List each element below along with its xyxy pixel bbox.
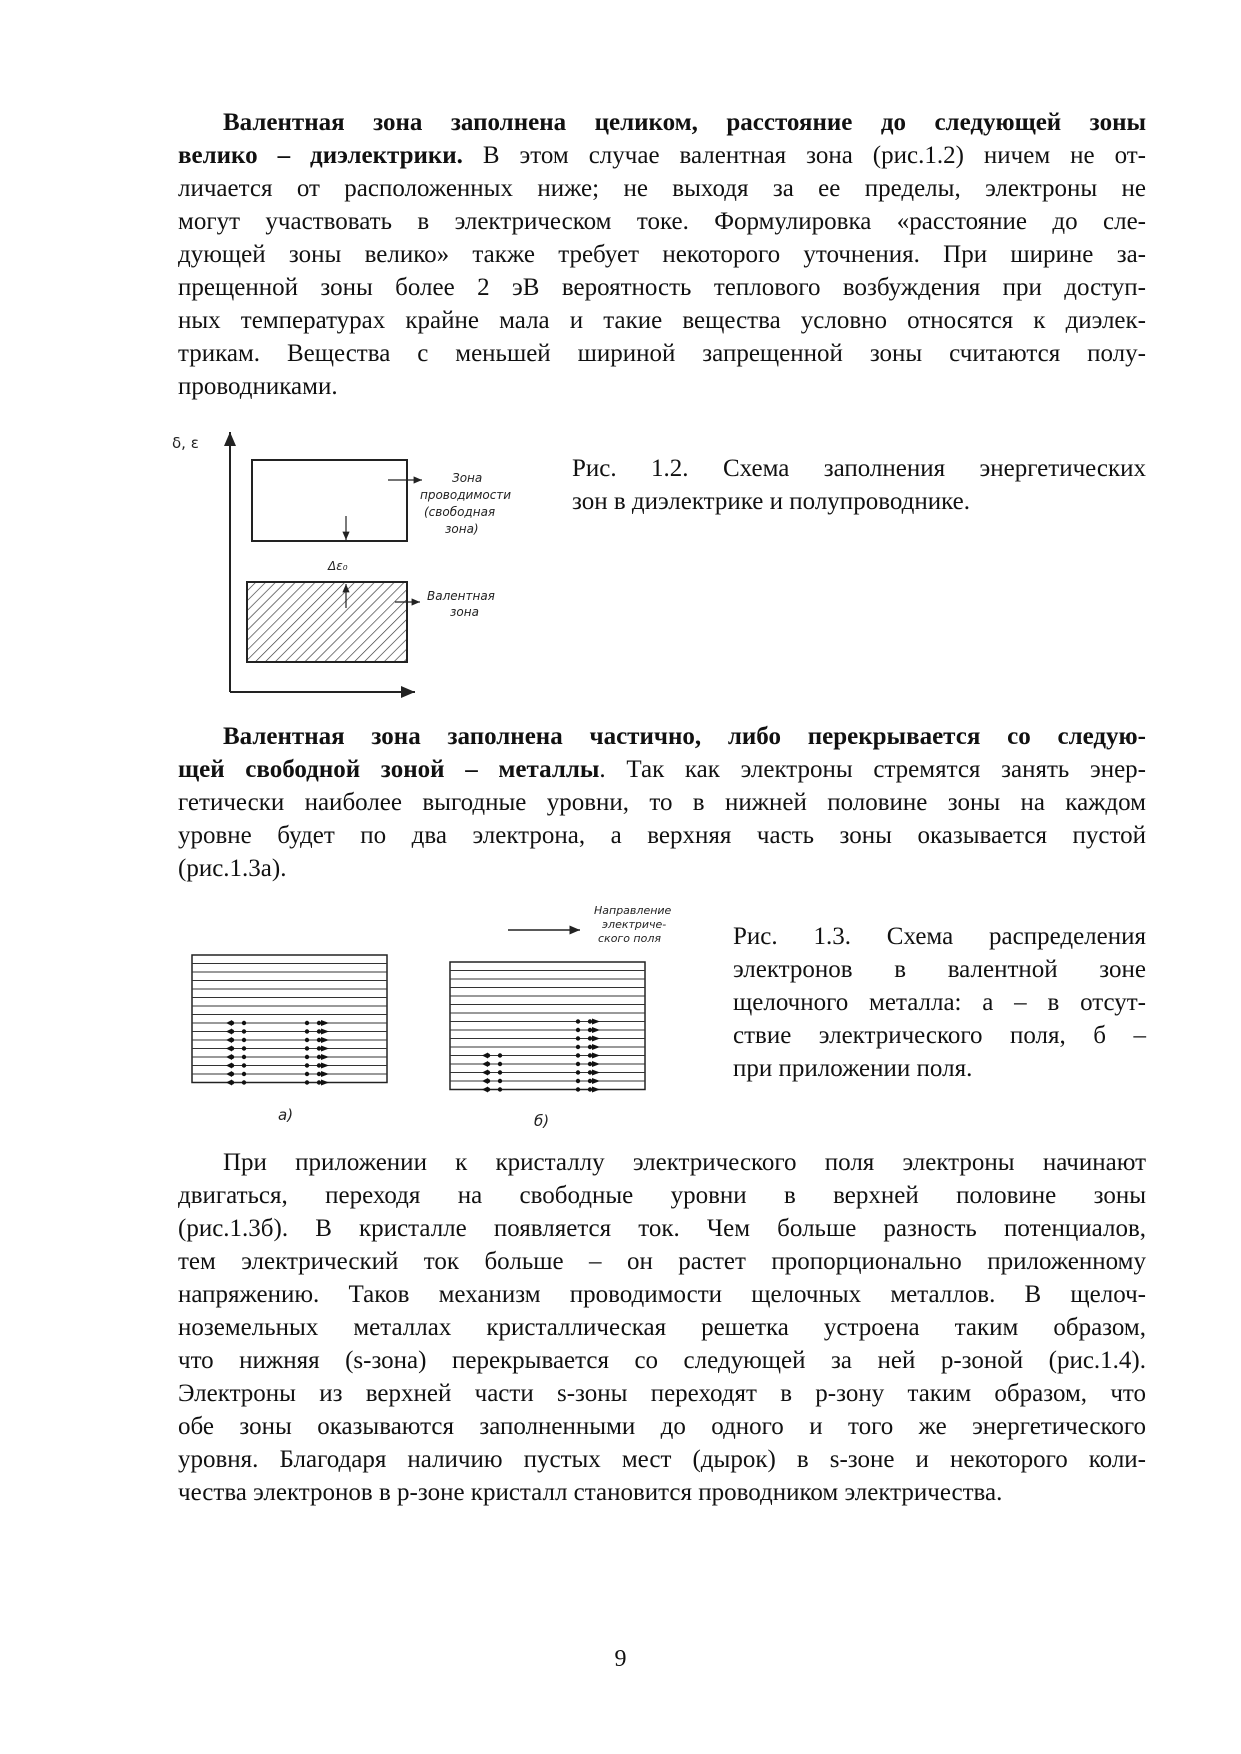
velocity-arrow <box>226 1054 232 1060</box>
plain-text: ных температурах крайне мала и такие вещества условно относятся к диэлек- <box>178 307 1146 334</box>
velocity-arrow <box>592 1027 600 1033</box>
text-line <box>178 1311 1146 1344</box>
text-line <box>178 1443 1146 1476</box>
plain-text: тем электрический ток больше – он растет пропорционально приложенному <box>178 1248 1146 1275</box>
plain-text: напряжению. Таков механизм проводимости щелочных металлов. В щелоч- <box>178 1281 1146 1308</box>
text-line <box>178 1410 1146 1443</box>
figure-1-3-electron-distribution <box>170 890 710 1140</box>
electron <box>576 1070 580 1074</box>
plain-text: проводниками. <box>178 373 338 400</box>
bold-text: велико – диэлектрики. <box>178 142 463 169</box>
velocity-arrow <box>321 1046 329 1052</box>
text-line <box>178 1344 1146 1377</box>
electron <box>588 1079 592 1083</box>
plain-text: могут участвовать в электрическом токе. Формулировка «расстояние до сле- <box>178 208 1146 235</box>
electron <box>242 1063 246 1067</box>
velocity-arrow <box>321 1020 329 1026</box>
text-line <box>178 786 1146 819</box>
plain-text: чества электронов в p-зоне кристалл становится проводником электричества. <box>178 1479 1003 1506</box>
valence-band-label: Валентная зона <box>427 589 495 619</box>
electron <box>588 1087 592 1091</box>
conduction-band <box>252 460 407 541</box>
electron <box>242 1080 246 1084</box>
electron <box>305 1021 309 1025</box>
electron <box>305 1038 309 1042</box>
plain-text: . Так как электроны стремятся занять энер- <box>599 756 1146 783</box>
text-line <box>178 172 1146 205</box>
velocity-arrow <box>321 1029 329 1035</box>
electron <box>588 1036 592 1040</box>
electron <box>242 1072 246 1076</box>
electron <box>242 1021 246 1025</box>
electron <box>242 1029 246 1033</box>
velocity-arrow <box>226 1020 232 1026</box>
velocity-arrow <box>226 1063 232 1069</box>
electron <box>242 1046 246 1050</box>
plain-text: гетически наиболее выгодные уровни, то в нижней половине зоны на каждом <box>178 789 1146 816</box>
velocity-arrow <box>226 1080 232 1086</box>
velocity-arrow <box>592 1019 600 1025</box>
text-line <box>178 1146 1146 1179</box>
electron <box>317 1063 321 1067</box>
electron <box>317 1046 321 1050</box>
electron <box>498 1053 502 1057</box>
plain-text: (рис.1.3а). <box>178 855 287 882</box>
plain-text: Электроны из верхней части s-зоны переходят в p-зону таким образом, что <box>178 1380 1146 1407</box>
electron <box>242 1055 246 1059</box>
electron <box>588 1045 592 1049</box>
text-line <box>178 304 1146 337</box>
velocity-arrow <box>482 1061 488 1067</box>
electron <box>588 1028 592 1032</box>
electron <box>498 1070 502 1074</box>
text-line <box>178 337 1146 370</box>
text-line <box>178 106 1146 139</box>
electron <box>305 1055 309 1059</box>
velocity-arrow <box>321 1037 329 1043</box>
text-line <box>178 720 1146 753</box>
text-line <box>178 238 1146 271</box>
plain-text: обе зоны оказываются заполненными до одного и того же энергетического <box>178 1413 1146 1440</box>
velocity-arrow <box>592 1044 600 1050</box>
gap-label: Δε₀ <box>328 559 348 573</box>
text-line <box>178 1179 1146 1212</box>
paragraph-metals <box>178 720 1146 885</box>
plain-text: В этом случае валентная зона (рис.1.2) ничем не от- <box>462 142 1147 169</box>
electron <box>576 1079 580 1083</box>
conduction-band-label: Зона проводимости (свободная зона) <box>420 471 512 536</box>
electron <box>576 1019 580 1023</box>
velocity-arrow <box>592 1078 600 1084</box>
text-line <box>178 1245 1146 1278</box>
electron <box>576 1062 580 1066</box>
velocity-arrow <box>321 1080 329 1086</box>
bold-text: Валентная зона заполнена целиком, расстояние до следующей зоны <box>223 109 1146 136</box>
electron <box>317 1080 321 1084</box>
band-outline <box>192 955 387 1083</box>
text-line <box>178 1476 1146 1509</box>
plain-text: прещенной зоны более 2 эВ вероятность теплового возбуждения при доступ- <box>178 274 1146 301</box>
electron <box>305 1029 309 1033</box>
velocity-arrow <box>226 1037 232 1043</box>
electron <box>317 1072 321 1076</box>
electron <box>242 1038 246 1042</box>
electron <box>305 1046 309 1050</box>
text-line <box>178 1278 1146 1311</box>
electron <box>588 1070 592 1074</box>
bold-text: Валентная зона заполнена частично, либо перекрывается со следую- <box>223 723 1146 750</box>
velocity-arrow <box>321 1071 329 1077</box>
text-line <box>178 1212 1146 1245</box>
label-a: а) <box>278 1106 294 1124</box>
velocity-arrow <box>592 1036 600 1042</box>
plain-text: личается от расположенных ниже; не выходя за ее пределы, электроны не <box>178 175 1146 202</box>
electron <box>576 1036 580 1040</box>
label-b: б) <box>534 1112 550 1130</box>
velocity-arrow <box>321 1054 329 1060</box>
paragraph-dielectrics <box>178 106 1146 403</box>
figure-1-3-caption: Рис. 1.3. Схема распределения электронов в валентной зоне щелочного металла: а – в отсут- ствие электрического поля, б – при приложении поля. <box>733 923 1146 1082</box>
bold-text: щей свободной зоной – металлы <box>178 756 600 783</box>
valence-band <box>247 582 407 662</box>
electron <box>317 1055 321 1059</box>
velocity-arrow <box>592 1061 600 1067</box>
electron <box>305 1080 309 1084</box>
paragraph-conduction <box>178 1146 1146 1509</box>
velocity-arrow <box>226 1029 232 1035</box>
band-b <box>450 962 645 1093</box>
electron <box>588 1019 592 1023</box>
electron <box>588 1053 592 1057</box>
text-line <box>178 753 1146 786</box>
electron <box>576 1053 580 1057</box>
band-a <box>192 955 387 1086</box>
page-number: 9 <box>614 1646 627 1672</box>
electron <box>305 1063 309 1067</box>
text-line <box>178 852 1146 885</box>
text-line <box>178 819 1146 852</box>
figure-1-2-caption: Рис. 1.2. Схема заполнения энергетических зон в диэлектрике и полупроводнике. <box>572 455 1146 515</box>
plain-text: При приложении к кристаллу электрического поля электроны начинают <box>223 1149 1146 1176</box>
electron <box>576 1045 580 1049</box>
plain-text: дующей зоны велико» также требует некоторого уточнения. При ширине за- <box>178 241 1146 268</box>
electron <box>498 1087 502 1091</box>
velocity-arrow <box>592 1070 600 1076</box>
electron <box>305 1072 309 1076</box>
text-line <box>178 370 1146 403</box>
electron <box>498 1079 502 1083</box>
electron <box>317 1029 321 1033</box>
electron <box>317 1021 321 1025</box>
text-line <box>178 271 1146 304</box>
plain-text: (рис.1.3б). В кристалле появляется ток. Чем больше разность потенциалов, <box>178 1215 1146 1242</box>
electron <box>588 1062 592 1066</box>
velocity-arrow <box>321 1063 329 1069</box>
velocity-arrow <box>592 1087 600 1093</box>
velocity-arrow <box>482 1070 488 1076</box>
plain-text: уровне будет по два электрона, а верхняя часть зоны оказывается пустой <box>178 822 1146 849</box>
velocity-arrow <box>482 1053 488 1059</box>
electron <box>576 1087 580 1091</box>
velocity-arrow <box>482 1087 488 1093</box>
velocity-arrow <box>226 1071 232 1077</box>
band-outline <box>450 962 645 1090</box>
text-line <box>178 1377 1146 1410</box>
electron <box>576 1028 580 1032</box>
figure-1-2-band-diagram <box>170 420 550 700</box>
text-line <box>178 205 1146 238</box>
electron <box>498 1062 502 1066</box>
plain-text: двигаться, переходя на свободные уровни в верхней половине зоны <box>178 1182 1146 1209</box>
plain-text: что нижняя (s-зона) перекрывается со следующей за ней p-зоной (рис.1.4). <box>178 1347 1146 1374</box>
velocity-arrow <box>482 1078 488 1084</box>
plain-text: ноземельных металлах кристаллическая решетка устроена таким образом, <box>178 1314 1146 1341</box>
velocity-arrow <box>592 1053 600 1059</box>
axis-label: δ, ε <box>172 434 199 452</box>
plain-text: трикам. Вещества с меньшей шириной запрещенной зоны считаются полу- <box>178 340 1146 367</box>
velocity-arrow <box>226 1046 232 1052</box>
field-direction-label: Направление электриче- ского поля <box>594 904 672 945</box>
plain-text: уровня. Благодаря наличию пустых мест (дырок) в s-зоне и некоторого коли- <box>178 1446 1146 1473</box>
electron <box>317 1038 321 1042</box>
text-line <box>178 139 1146 172</box>
